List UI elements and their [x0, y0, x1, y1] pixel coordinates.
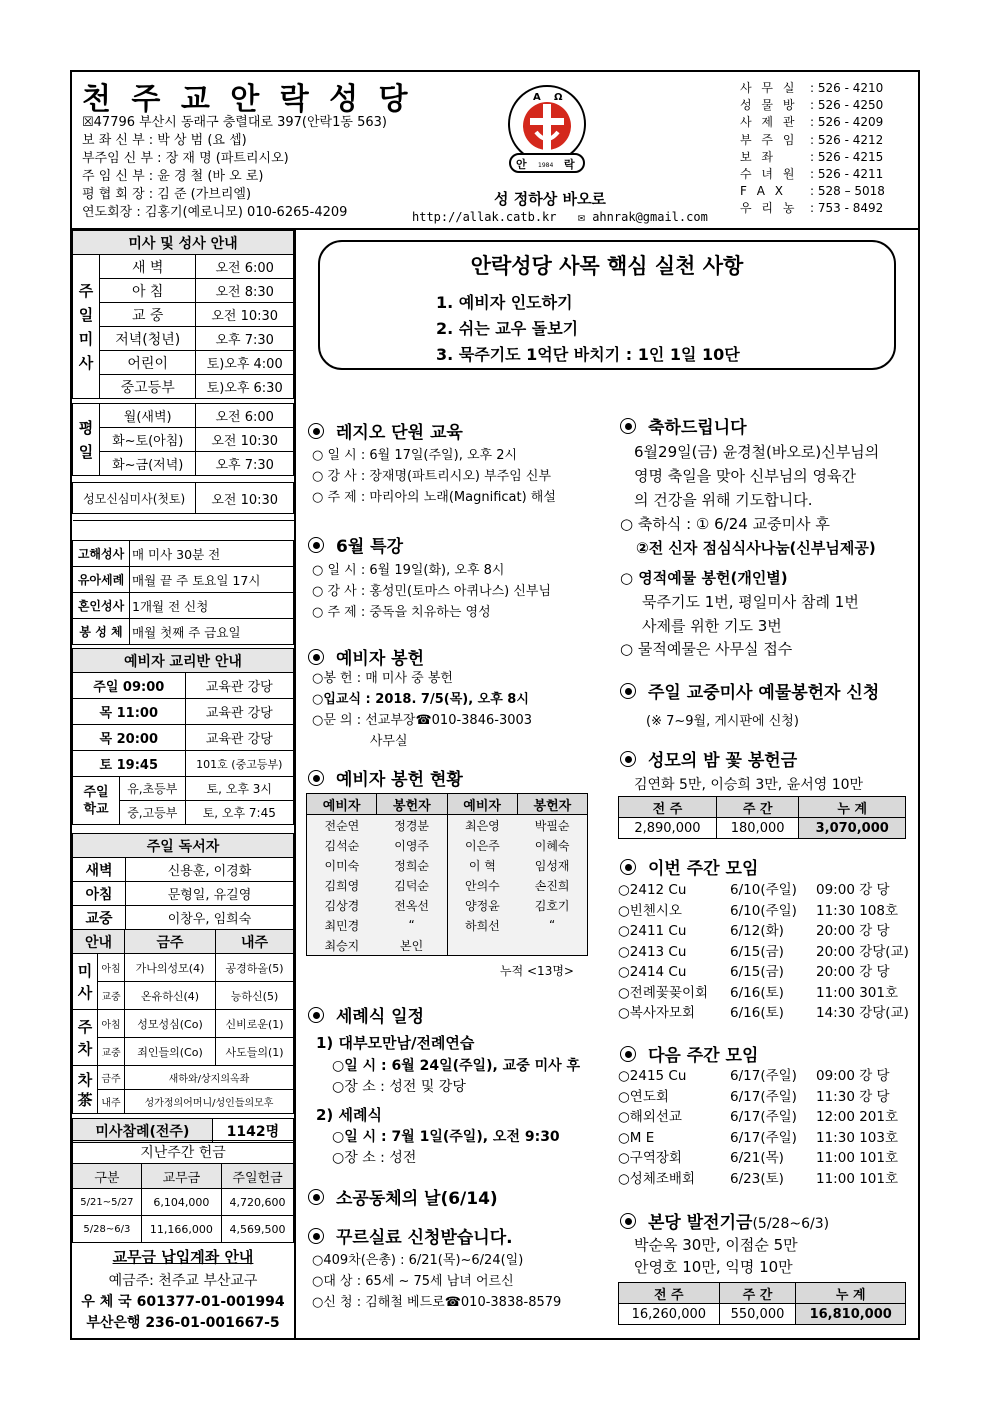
building-week: 550,000	[719, 1304, 796, 1325]
catechumen-class-table	[72, 648, 294, 825]
sacrament-name: 봉 성 체	[73, 619, 130, 645]
offer-cell: 정희순	[377, 855, 447, 875]
phone-number: : 526 - 4250	[810, 98, 884, 113]
patron-saint: 성 정하상 바오로	[494, 190, 606, 208]
collection-dues: 6,104,000	[141, 1189, 221, 1216]
offer-cell: 손진희	[517, 875, 587, 895]
offer-row	[307, 915, 588, 935]
attendance-label: 미사참례(전주)	[73, 1119, 213, 1143]
baptism-sub2-details: ○일 시 : 7월 1일(주일), 오전 9:30 ○장 소 : 성전	[332, 1129, 560, 1166]
meeting-group: ○2414 Cu	[618, 964, 687, 980]
offer-cell: 김상경	[307, 895, 377, 915]
baptism-sub1-details: ○일 시 : 6월 24일(주일), 교중 미사 후 ○장 소 : 성전 및 강당	[332, 1058, 581, 1095]
weekday-mass-name: 화~금(저녁)	[100, 452, 196, 476]
sacrament-info: 매 미사 30분 전	[130, 541, 294, 567]
guide-this-week: 온유하신(4)	[125, 982, 216, 1010]
small-community-heading: 소공동체의 날(6/14)	[308, 1184, 498, 1209]
catechumen-class-title: 예비자 교리반 안내	[73, 649, 294, 673]
meeting-group: ○M E	[618, 1129, 655, 1146]
congrats-material: ○ 물적예물은 사무실 접수	[620, 640, 793, 658]
meeting-row	[618, 1169, 898, 1190]
meeting-date: 6/15(금)	[730, 943, 784, 960]
building-head: 누 계	[796, 1283, 906, 1304]
next-week-heading: 다음 주간 모임	[620, 1041, 758, 1066]
offer-row	[307, 815, 588, 836]
contact-links	[412, 210, 708, 224]
reader-names: 신용훈, 이경화	[126, 858, 294, 882]
legio-details: ○ 일 시 : 6월 17일(주일), 오후 2시 ○ 강 사 : 장재명(파트리시오) 부주임 신부 ○ 주 제 : 마리아의 노래(Magnificat) 해설	[312, 448, 556, 505]
flowers-total: 3,070,000	[799, 818, 906, 839]
meeting-date: 6/12(화)	[730, 923, 784, 939]
tea-week: 내주	[98, 1090, 125, 1114]
mail-icon: ✉	[577, 210, 585, 224]
offer-row	[307, 855, 588, 875]
phone-directory	[740, 80, 885, 218]
offer-row	[307, 835, 588, 855]
readers-table	[72, 833, 294, 930]
reader-mass: 아침	[73, 882, 126, 906]
meeting-row	[618, 1087, 898, 1108]
meeting-time-place: 20:00 강 당	[816, 923, 890, 939]
next-week-meetings	[618, 1066, 898, 1189]
meeting-group: ○2415 Cu	[618, 1068, 687, 1084]
catechumen-offer-heading: 예비자 봉헌	[308, 644, 424, 669]
first-saturday-mass: 성모신심미사(첫토)	[73, 483, 196, 514]
meeting-row	[618, 942, 909, 963]
parish-logo	[492, 76, 602, 186]
guide-next-week: 신비로운(1)	[216, 1010, 294, 1038]
meeting-date: 6/16(토)	[730, 984, 784, 1001]
class-place: 교육관 강당	[185, 725, 293, 751]
phone-label: 부 주 임	[740, 132, 798, 147]
meeting-date: 6/16(토)	[730, 1005, 784, 1021]
sunday-mass-name: 새 벽	[100, 255, 196, 279]
offer-head: 봉헌자	[377, 794, 447, 815]
logo-word-rak: 락	[564, 158, 575, 171]
building-head: 주 간	[719, 1283, 796, 1304]
congrats-heading: 축하드립니다	[620, 413, 747, 438]
council-president: 평 협 회 장 : 김 준 (가브리엘)	[82, 187, 252, 202]
offer-total: 누적 <13명>	[500, 964, 574, 978]
core-item: 1. 예비자 인도하기	[436, 293, 573, 312]
church-info	[82, 114, 387, 222]
offertory-note: (※ 7~9월, 게시판에 신청)	[646, 714, 799, 729]
meeting-group: ○전례꽃꽂이회	[618, 984, 709, 1001]
offer-cell: 최승지	[307, 935, 377, 956]
phone-number: : 526 - 4211	[810, 167, 884, 182]
flowers-table	[618, 796, 906, 839]
mass-guide-label: 미 사	[73, 954, 98, 1010]
meeting-date: 6/10(주일)	[730, 882, 797, 898]
sunday-mass-time: 토)오후 6:30	[196, 375, 294, 399]
mass-schedule-title: 미사 및 성사 안내	[73, 231, 294, 255]
account-bank: 부산은행 236-01-001667-5	[86, 1315, 280, 1331]
sunday-mass-label: 주 일 미 사	[73, 255, 100, 399]
meeting-time-place: 11:30 103호	[816, 1129, 899, 1146]
offer-cell: 임성재	[517, 855, 587, 875]
meeting-group: ○2413 Cu	[618, 943, 687, 960]
bullet-icon	[308, 537, 324, 553]
baptism-sub1: 1) 대부모만남/전례연습	[316, 1034, 475, 1052]
collection-dues: 11,166,000	[141, 1216, 221, 1243]
meeting-time-place: 11:00 101호	[816, 1170, 899, 1187]
logo-year: 1984	[538, 162, 554, 169]
lecture-details: ○ 일 시 : 6월 19일(화), 오후 8시 ○ 강 사 : 홍성민(토마스 아퀴나스) 신부님 ○ 주 제 : 중독을 치유하는 영성	[312, 563, 552, 620]
bullet-icon	[308, 649, 324, 665]
phone-row	[740, 132, 885, 149]
phone-label: 수 녀 원	[740, 167, 798, 182]
sunday-mass-name: 어린이	[100, 351, 196, 375]
offer-head: 봉헌자	[517, 794, 587, 815]
sacrament-info: 1개월 전 신청	[130, 593, 294, 619]
tea-week: 금주	[98, 1066, 125, 1090]
building-total: 16,810,000	[796, 1304, 906, 1325]
guide-head: 금주	[125, 930, 216, 954]
logo-word-an: 안	[516, 158, 527, 171]
meeting-date: 6/17(주일)	[730, 1068, 797, 1084]
sunday-mass-time: 오후 7:30	[196, 327, 294, 351]
bullet-icon	[308, 770, 324, 786]
offer-cell: 이 혁	[447, 855, 517, 875]
bullet-icon	[308, 1189, 324, 1205]
sacraments-table	[72, 540, 294, 645]
offer-cell: 안의수	[447, 875, 517, 895]
logo-alpha: A	[533, 92, 541, 103]
reader-names: 문형일, 유길영	[126, 882, 294, 906]
sunday-mass-name: 중고등부	[100, 375, 196, 399]
flowers-heading: 성모의 밤 꽃 봉헌금	[620, 746, 797, 771]
meeting-row	[618, 1128, 898, 1149]
congrats-spiritual: ○ 영적예물 봉헌(개인별) 묵주기도 1번, 평일미사 참례 1번 사제를 위한 기도 3번	[620, 569, 859, 635]
sunday-mass-time: 토)오후 4:00	[196, 351, 294, 375]
phone-label: 사 제 관	[740, 115, 798, 130]
flowers-donors: 김연화 5만, 이승희 3만, 윤서영 10만	[634, 777, 864, 793]
this-week-heading: 이번 주간 모임	[620, 854, 758, 879]
meeting-row	[618, 983, 909, 1004]
phone-number: : 526 - 4209	[810, 115, 884, 130]
offer-cell	[447, 935, 517, 956]
assistant-priest: 보 좌 신 부 : 박 상 범 (요 셉)	[82, 133, 247, 148]
offer-cell: “	[377, 915, 447, 935]
cursillo-details: ○409차(은총) : 6/21(목)~6/24(일) ○대 상 : 65세 ~ 75세 남녀 어르신 ○신 청 : 김해철 베드로☎010-3838-8579	[312, 1253, 562, 1310]
guide-head: 내주	[216, 930, 294, 954]
class-time: 목 20:00	[73, 725, 186, 751]
school-time: 토, 오후 3시	[185, 777, 293, 801]
core-practice-title: 안락성당 사목 핵심 실천 사항	[470, 254, 744, 278]
offer-cell: 김희영	[307, 875, 377, 895]
sacrament-name: 혼인성사	[73, 593, 130, 619]
congrats-party: ○ 축하식 : ① 6/24 교중미사 후 ②전 신자 점심식사나눔(신부님제공)	[620, 515, 876, 557]
meeting-date: 6/10(주일)	[730, 902, 797, 919]
account-section	[72, 1246, 294, 1334]
legio-heading: 레지오 단원 교육	[308, 418, 463, 443]
meeting-row	[618, 1066, 898, 1087]
reader-mass: 교중	[73, 906, 126, 930]
guide-head: 안내	[73, 930, 125, 954]
class-place: 101호 (중고등부)	[185, 751, 293, 777]
meeting-time-place: 20:00 강 당	[816, 964, 890, 980]
meeting-date: 6/17(주일)	[730, 1109, 797, 1125]
bullet-icon	[620, 1213, 636, 1229]
collection-period: 5/28~6/3	[73, 1216, 142, 1243]
collection-sunday: 4,720,600	[222, 1189, 294, 1216]
school-group: 유,초등부	[120, 777, 186, 801]
bullet-icon	[620, 751, 636, 767]
meeting-row	[618, 901, 909, 922]
meeting-group: ○2411 Cu	[618, 923, 687, 939]
offer-cell: 최은영	[447, 815, 517, 836]
meeting-row	[618, 880, 909, 901]
phone-label: 보 좌	[740, 149, 776, 164]
attendance-value: 1142명	[212, 1119, 293, 1143]
tea-team: 성가정의어머니/성인들의모후	[125, 1090, 294, 1114]
column-divider	[294, 228, 296, 1340]
meeting-group: ○연도회	[618, 1088, 669, 1105]
phone-label: 사 무 실	[740, 81, 798, 95]
sunday-mass-time: 오전 6:00	[196, 255, 294, 279]
meeting-time-place: 11:30 108호	[816, 902, 899, 919]
flowers-head: 주 간	[716, 797, 799, 818]
sunday-mass-name: 저녁(청년)	[100, 327, 196, 351]
building-head: 전 주	[619, 1283, 720, 1304]
reader-names: 이창우, 임희숙	[126, 906, 294, 930]
meeting-time-place: 11:30 강 당	[816, 1088, 890, 1105]
mass-schedule-table	[72, 230, 294, 521]
baptism-sub2: 2) 세례식	[316, 1106, 382, 1124]
class-time: 주일 09:00	[73, 673, 186, 699]
offer-head: 예비자	[447, 794, 517, 815]
meeting-group: ○구역장회	[618, 1150, 682, 1166]
guide-mass: 아침	[98, 954, 125, 982]
meeting-time-place: 09:00 강 당	[816, 882, 890, 898]
phone-number: : 526 - 4215	[810, 149, 884, 164]
collection-head: 구분	[73, 1164, 142, 1189]
phone-row	[740, 114, 885, 131]
sunday-mass-time: 오전 8:30	[196, 279, 294, 303]
meeting-row	[618, 1003, 909, 1024]
phone-label: 우 리 농	[740, 201, 798, 216]
phone-row	[740, 149, 885, 166]
first-saturday-time: 오전 10:30	[196, 483, 294, 514]
bullet-icon	[308, 1228, 324, 1244]
sunday-school-label: 주일 학교	[73, 777, 120, 825]
meeting-date: 6/21(목)	[730, 1150, 784, 1166]
collection-title: 지난주간 헌금	[73, 1141, 294, 1164]
sacrament-info: 매월 첫째 주 금요일	[130, 619, 294, 645]
meeting-row	[618, 1107, 898, 1128]
core-item: 2. 쉬는 교우 돌보기	[436, 319, 579, 338]
offer-cell: 정경분	[377, 815, 447, 836]
account-post: 우 체 국 601377-01-001994	[81, 1294, 285, 1310]
weekday-mass-time: 오전 6:00	[196, 404, 294, 428]
flowers-head: 누 계	[799, 797, 906, 818]
offer-cell: 이혜숙	[517, 835, 587, 855]
phone-number: : 526 - 4210	[810, 81, 884, 95]
readers-title: 주일 독서자	[73, 834, 294, 858]
guide-mass: 아침	[98, 1010, 125, 1038]
flowers-prev: 2,890,000	[619, 818, 717, 839]
building-fund-donors: 박순옥 30만, 이점순 5만 안영호 10만, 익명 10만	[634, 1236, 798, 1276]
offer-cell: 양정윤	[447, 895, 517, 915]
offer-row	[307, 895, 588, 915]
offer-head: 예비자	[307, 794, 377, 815]
phone-row	[740, 183, 885, 200]
core-practice-items	[436, 290, 740, 368]
phone-row	[740, 80, 885, 97]
class-time: 토 19:45	[73, 751, 186, 777]
core-item: 3. 묵주기도 1억단 바치기 : 1인 1일 10단	[436, 345, 740, 364]
sacrament-info: 매월 끝 주 토요일 17시	[130, 567, 294, 593]
collection-period: 5/21~5/27	[73, 1189, 142, 1216]
phone-row	[740, 166, 885, 183]
offer-cell: 김덕순	[377, 875, 447, 895]
meeting-time-place: 14:30 강당(교)	[816, 1005, 909, 1021]
building-fund-heading: 본당 발전기금(5/28~6/3)	[620, 1208, 829, 1233]
church-title: 천 주 교 안 락 성 당	[82, 82, 413, 117]
bullet-icon	[620, 418, 636, 434]
lecture-heading: 6월 특강	[308, 532, 403, 557]
tea-guide-label: 차 茶	[73, 1066, 98, 1114]
baptism-heading: 세례식 일정	[308, 1002, 424, 1027]
offer-cell: 하희선	[447, 915, 517, 935]
offer-status-table	[306, 793, 588, 956]
collection-table	[72, 1140, 294, 1243]
sunday-mass-name: 교 중	[100, 303, 196, 327]
weekday-mass-name: 화~토(아침)	[100, 428, 196, 452]
weekday-mass-time: 오전 10:30	[196, 428, 294, 452]
guide-this-week: 죄인들의(Co)	[125, 1038, 216, 1066]
catechumen-offer-details: ○봉 헌 : 매 미사 중 봉헌 ○입교식 : 2018. 7/5(목), 오후 8시 ○문 의 : 선교부장☎010-3846-3003 사무실	[312, 671, 533, 749]
offer-status-heading: 예비자 봉헌 현황	[308, 765, 463, 790]
offer-cell: 전순연	[307, 815, 377, 836]
phone-number: : 526 - 4212	[810, 132, 884, 147]
building-fund-table	[618, 1282, 906, 1325]
phone-row	[740, 97, 885, 114]
building-prev: 16,260,000	[619, 1304, 720, 1325]
bullet-icon	[620, 1046, 636, 1062]
meeting-time-place: 11:00 101호	[816, 1150, 899, 1166]
meeting-group: ○2412 Cu	[618, 882, 687, 898]
offer-cell: 박필순	[517, 815, 587, 836]
congrats-text: 6월29일(금) 윤경철(바오로)신부님의 영명 축일을 맞아 신부님의 영육간 의 건강을 위해 기도합니다.	[634, 443, 880, 509]
parking-guide-label: 주 차	[73, 1010, 98, 1066]
phone-number: : 753 - 8492	[810, 201, 884, 216]
meeting-time-place: 12:00 201호	[816, 1109, 899, 1125]
guide-mass: 교중	[98, 982, 125, 1010]
meeting-time-place: 09:00 강 당	[816, 1068, 890, 1084]
meeting-row	[618, 1148, 898, 1169]
offer-cell: 이은주	[447, 835, 517, 855]
offer-cell	[517, 935, 587, 956]
sunday-mass-time: 오전 10:30	[196, 303, 294, 327]
meeting-group: ○성체조배회	[618, 1170, 695, 1187]
account-title: 교무금 납입계좌 안내	[112, 1248, 254, 1266]
bullet-icon	[620, 859, 636, 875]
offer-cell: 이영주	[377, 835, 447, 855]
sunday-mass-name: 아 침	[100, 279, 196, 303]
meeting-date: 6/23(토)	[730, 1170, 784, 1187]
email-link[interactable]: ahnrak@gmail.com	[592, 210, 708, 224]
flowers-head: 전 주	[619, 797, 717, 818]
offer-cell: 김호기	[517, 895, 587, 915]
offer-row	[307, 875, 588, 895]
sacrament-name: 유아세례	[73, 567, 130, 593]
phone-label: F A X	[740, 184, 786, 199]
guide-this-week: 가나의성모(4)	[125, 954, 216, 982]
address: ☒47796 부산시 동래구 충렬대로 397(안락1동 563)	[82, 115, 387, 130]
flowers-week: 180,000	[716, 818, 799, 839]
weekday-mass-name: 월(새벽)	[100, 404, 196, 428]
guide-this-week: 성모성심(Co)	[125, 1010, 216, 1038]
logo-omega: Ω	[554, 92, 563, 103]
bullet-icon	[620, 683, 636, 699]
weekday-mass-time: 오후 7:30	[196, 452, 294, 476]
meeting-row	[618, 962, 909, 983]
pastor: 주 임 신 부 : 윤 경 철 (바 오 로)	[82, 169, 264, 184]
this-week-meetings	[618, 880, 909, 1024]
weekday-mass-label: 평 일	[73, 404, 100, 476]
class-place: 교육관 강당	[185, 673, 293, 699]
guide-next-week: 사도들의(1)	[216, 1038, 294, 1066]
phone-number: : 528 – 5018	[810, 184, 885, 199]
bullet-icon	[308, 423, 324, 439]
collection-head: 주일헌금	[222, 1164, 294, 1189]
offertory-heading: 주일 교중미사 예물봉헌자 신청	[620, 678, 879, 703]
tea-team: 새하와/상지의옥좌	[125, 1066, 294, 1090]
offer-cell: 이미숙	[307, 855, 377, 875]
guide-mass: 교중	[98, 1038, 125, 1066]
collection-sunday: 4,569,500	[222, 1216, 294, 1243]
guide-next-week: 공경하올(5)	[216, 954, 294, 982]
school-group: 중,고등부	[120, 801, 186, 825]
offer-row	[307, 935, 588, 956]
offer-cell: “	[517, 915, 587, 935]
account-holder: 예금주: 천주교 부산교구	[108, 1273, 258, 1289]
guide-table	[72, 929, 294, 1114]
meeting-group: ○해외선교	[618, 1109, 682, 1125]
meeting-group: ○빈첸시오	[618, 902, 682, 919]
meeting-time-place: 11:00 301호	[816, 984, 899, 1001]
meeting-date: 6/17(주일)	[730, 1088, 797, 1105]
reader-mass: 새벽	[73, 858, 126, 882]
class-time: 목 11:00	[73, 699, 186, 725]
meeting-time-place: 20:00 강당(교)	[816, 943, 909, 960]
meeting-date: 6/17(주일)	[730, 1129, 797, 1146]
bullet-icon	[308, 1007, 324, 1023]
class-place: 교육관 강당	[185, 699, 293, 725]
requiem-chairman: 연도회장 : 김홍기(예로니모) 010-6265-4209	[82, 205, 348, 220]
offer-cell: 전옥선	[377, 895, 447, 915]
meeting-date: 6/15(금)	[730, 964, 784, 980]
meeting-group: ○복사자모회	[618, 1005, 695, 1021]
offer-cell: 김석순	[307, 835, 377, 855]
guide-next-week: 능하신(5)	[216, 982, 294, 1010]
sacrament-name: 고해성사	[73, 541, 130, 567]
associate-priest: 부주임 신 부 : 장 재 명 (파트리시오)	[82, 151, 289, 166]
cursillo-heading: 꾸르실료 신청받습니다.	[308, 1223, 513, 1248]
phone-label: 성 물 방	[740, 98, 798, 113]
website-link[interactable]: http://allak.catb.kr	[412, 210, 557, 224]
offer-cell: 최민경	[307, 915, 377, 935]
phone-row	[740, 200, 885, 217]
school-time: 토, 오후 7:45	[185, 801, 293, 825]
collection-head: 교무금	[141, 1164, 221, 1189]
offer-cell: 본인	[377, 935, 447, 956]
meeting-row	[618, 921, 909, 942]
